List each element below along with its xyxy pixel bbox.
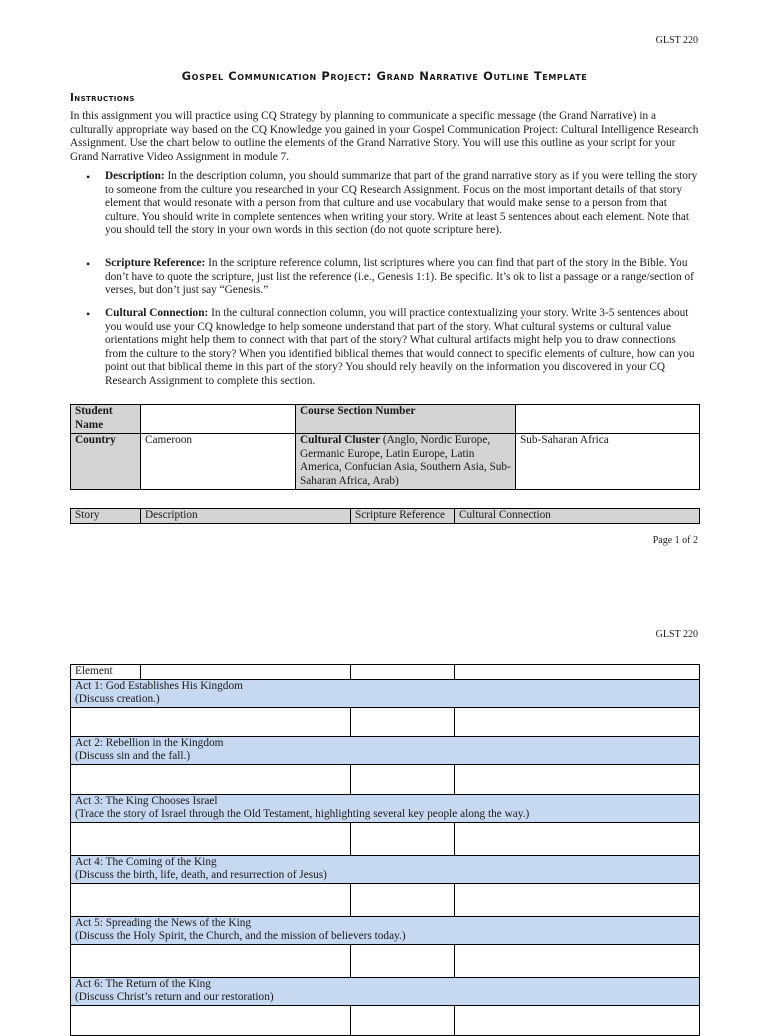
act-4-scripture-cell[interactable] bbox=[351, 883, 455, 916]
cultural-cluster-field[interactable]: Sub-Saharan Africa bbox=[516, 434, 700, 490]
act-5-heading: Act 5: Spreading the News of the King (Discuss the Holy Spirit, the Church, and the mission of believers today.) bbox=[71, 916, 700, 944]
bullet-term: Description: bbox=[105, 170, 165, 182]
bullet-description bbox=[86, 170, 700, 257]
act-6-heading: Act 6: The Return of the King (Discuss Christ’s return and our restoration) bbox=[71, 977, 700, 1005]
act-1-description-cell[interactable] bbox=[71, 707, 351, 736]
page-title: Gospel Communication Project: Grand Narrative Outline Template bbox=[181, 69, 588, 83]
cultural-cluster-options: (Anglo, Nordic Europe, Germanic Europe, Latin Europe, Latin America, Confucian Asia, Southern Asia, Sub-Saharan Africa, Arab) bbox=[300, 434, 511, 487]
page-number: Page 1 of 2 bbox=[652, 535, 698, 546]
act-5-scripture-cell[interactable] bbox=[351, 944, 455, 977]
act-4-description-cell[interactable] bbox=[71, 883, 351, 916]
act-4-cultural-cell[interactable] bbox=[455, 883, 700, 916]
bullet-scripture-reference bbox=[86, 257, 700, 307]
course-code: GLST 220 bbox=[655, 35, 698, 46]
bullet-dot-icon: • bbox=[86, 257, 91, 271]
country-field[interactable]: Cameroon bbox=[141, 434, 296, 490]
act-3-description-cell[interactable] bbox=[71, 822, 351, 855]
course-section-field[interactable] bbox=[516, 405, 700, 434]
act-3-scripture-cell[interactable] bbox=[351, 822, 455, 855]
bullet-dot-icon: • bbox=[86, 307, 91, 321]
act-5-description-cell[interactable] bbox=[71, 944, 351, 977]
instructions-intro: In this assignment you will practice using CQ Strategy by planning to communicate a specific message (the Grand Narrative) in a culturally appropriate way based on the CQ Knowledge you gained in your Gospel Communication Project: Cultural Intelligence Research Assignment. Use the chart below to outline the elements of the Grand Narrative Story. You will use this outline as your script for your Grand Narrative Video Assignment in module 7. bbox=[70, 110, 699, 163]
act-1-heading: Act 1: God Establishes His Kingdom (Discuss creation.) bbox=[71, 679, 700, 707]
country-label: Country bbox=[71, 434, 141, 490]
act-6-description-cell[interactable] bbox=[71, 1005, 351, 1035]
bullet-term: Scripture Reference: bbox=[105, 257, 206, 269]
element-label: Element bbox=[71, 665, 141, 680]
act-5-cultural-cell[interactable] bbox=[455, 944, 700, 977]
story-header-table bbox=[70, 508, 700, 524]
grand-narrative-table bbox=[70, 664, 700, 1036]
empty-header-cell bbox=[351, 665, 455, 680]
student-name-field[interactable] bbox=[141, 405, 296, 434]
act-2-scripture-cell[interactable] bbox=[351, 764, 455, 794]
story-column-header: Story bbox=[71, 509, 141, 524]
bullet-text: In the description column, you should summarize that part of the grand narrative story as if you were telling the story to someone from the culture you researched in your CQ Research Assignment. Focus on the most important details of that story element that would resonate with a person from that culture and use vocabulary that would make sense to a person from that culture. You should write in complete sentences when writing your story. Write at least 5 sentences about each element. Note that you should tell the story in your own words in this section (do not quote scripture here). bbox=[105, 170, 698, 236]
bullet-text: In the scripture reference column, list scriptures where you can find that part of the story in the Bible. You don’t have to quote the scripture, just list the reference (i.e., Genesis 1:1). Be specific. It’s ok to list a passage or a range/section of verses, but don’t just say “Genesis.” bbox=[105, 257, 694, 296]
act-6-scripture-cell[interactable] bbox=[351, 1005, 455, 1035]
empty-header-cell bbox=[455, 665, 700, 680]
act-1-scripture-cell[interactable] bbox=[351, 707, 455, 736]
bullet-text: In the cultural connection column, you will practice contextualizing your story. Write 3-5 sentences about you would use your CQ knowledge to help someone understand that part of the story. What cultural systems or cultural value orientations might help them to connect with that part of the story? What cultural artifacts might help you to draw connections from the culture to the story? When you identified biblical themes that would connect to specific elements of culture, how can you point out that biblical theme in this part of the story? You should rely heavily on the information you discovered in your CQ Research Assignment to complete this section. bbox=[105, 307, 695, 387]
bullet-cultural-connection bbox=[86, 307, 700, 388]
student-name-label: Student Name bbox=[71, 405, 141, 434]
description-column-header: Description bbox=[141, 509, 351, 524]
act-2-cultural-cell[interactable] bbox=[455, 764, 700, 794]
act-3-cultural-cell[interactable] bbox=[455, 822, 700, 855]
instruction-bullets bbox=[86, 170, 700, 388]
act-3-heading: Act 3: The King Chooses Israel (Trace the story of Israel through the Old Testament, highlighting several key people along the way.) bbox=[71, 794, 700, 822]
empty-header-cell bbox=[141, 665, 351, 680]
course-code-page-2: GLST 220 bbox=[655, 629, 698, 640]
instructions-heading: Instructions bbox=[70, 92, 135, 104]
course-section-label: Course Section Number bbox=[296, 405, 516, 434]
cultural-connection-column-header: Cultural Connection bbox=[455, 509, 700, 524]
bullet-term: Cultural Connection: bbox=[105, 307, 209, 319]
act-1-cultural-cell[interactable] bbox=[455, 707, 700, 736]
student-info-table bbox=[70, 404, 700, 490]
act-6-cultural-cell[interactable] bbox=[455, 1005, 700, 1035]
act-4-heading: Act 4: The Coming of the King (Discuss the birth, life, death, and resurrection of Jesus) bbox=[71, 855, 700, 883]
act-2-heading: Act 2: Rebellion in the Kingdom (Discuss sin and the fall.) bbox=[71, 736, 700, 764]
cultural-cluster-label: Cultural Cluster (Anglo, Nordic Europe, Germanic Europe, Latin Europe, Latin America, Confucian Asia, Southern Asia, Sub-Saharan Africa, Arab) bbox=[296, 434, 516, 490]
act-2-description-cell[interactable] bbox=[71, 764, 351, 794]
scripture-reference-column-header: Scripture Reference bbox=[351, 509, 455, 524]
bullet-dot-icon: • bbox=[86, 170, 91, 184]
